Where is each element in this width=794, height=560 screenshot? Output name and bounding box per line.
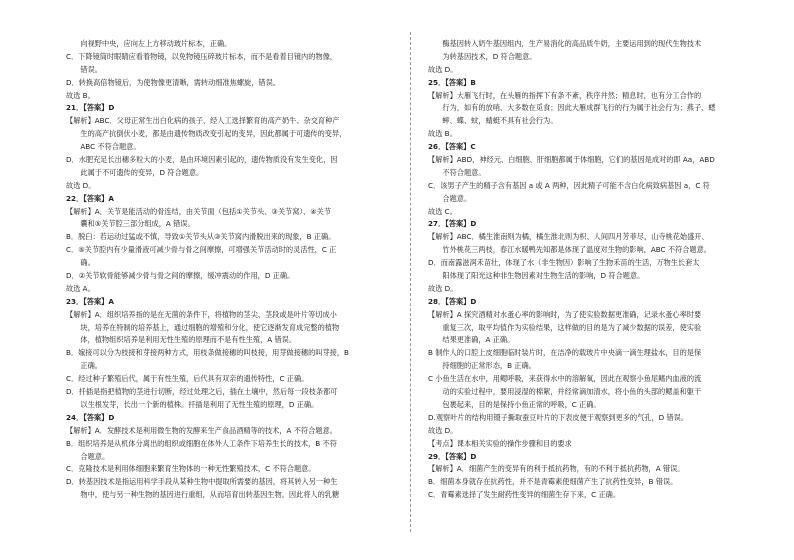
text-line: D.观察叶片的结构用镊子撕取蚕豆叶片的下表皮便于观察到更多的气孔，D 错误。 <box>428 412 689 422</box>
text-line: 23．【答案】A <box>66 296 114 306</box>
text-line: 22．【答案】A <box>66 193 114 203</box>
text-line: 向视野中央，应向左上方移动玻片标本，正确。 <box>66 39 232 48</box>
text-line: 24．【答案】D <box>66 412 115 422</box>
text-line: 此属于不可遗传的变异，D 符合题意。 <box>66 167 204 177</box>
text-line: 酶基因转入奶牛基因组内，生产易消化的高品质牛奶，主要运用到的现代生物技术 <box>428 39 702 48</box>
text-line: C 小鱼生活在水中，用鳃呼吸，来获得水中的溶解氧，因此在观察小鱼尾鳍内血液的流 <box>428 374 702 384</box>
column-divider <box>410 32 411 532</box>
text-line: 26．【答案】C <box>428 142 476 152</box>
right-column <box>428 38 746 502</box>
text-line: 28．【答案】D <box>428 296 477 306</box>
text-line: B．组织培养是从机体分离出的组织或细胞在体外人工条件下培养生长的技术，B 不符 <box>66 438 337 448</box>
text-line: 不符合题意。 <box>428 167 486 177</box>
text-line: 阳体现了阳光这种非生物因素对生物生活的影响，D 符合题意。 <box>428 271 645 281</box>
text-line: 21．【答案】D <box>66 103 115 113</box>
text-line: C．克隆技术是利用体细胞来繁育生物体的一种无性繁殖技术，C 不符合题意。 <box>66 464 316 474</box>
text-line: D．扦插是指把植物的茎进行切断，经过处理之后，插在土壤中，然后每一段枝条都可 <box>66 387 338 397</box>
text-line: B．嫁接可以分为枝接和芽接两种方式，用枝条做接穗的叫枝接，用芽做接穗的叫芽接，B <box>66 348 349 358</box>
text-line: 物中，使与另一种生物的基因进行重组，从而培育出转基因生物。因此将人的乳糖 <box>66 490 340 500</box>
text-line: 故选 C。 <box>428 206 457 216</box>
text-line: D．而南露滋润禾苗壮，体现了水（非生物因）影响了生物禾苗的生活，万物生长套太 <box>428 258 700 268</box>
text-line: 【解析】ABC．橘生淮南则为橘，橘生淮北则为枳、人间四月芳菲尽，山寺桃花始盛开、 <box>428 232 709 242</box>
text-line: 【考点】课本相关实验的操作步骤和目的要求 <box>428 438 572 448</box>
text-line: 囊和⑤关节腔三部分组成，A 错误。 <box>66 219 195 229</box>
text-line: 故选 B。 <box>66 90 95 100</box>
text-line: 重复三次，取平均值作为实验结果，这样做的目的是为了减少数据的误差，使实验 <box>428 322 702 332</box>
text-line: 【解析】A 探究酒精对水蚤心率的影响时，为了使实验数据更准确，记录水蚤心率时要 <box>428 309 702 319</box>
text-line: 故选 D。 <box>428 283 458 293</box>
text-line: C．下降镜筒时眼睛应看着物镜，以免物镜压碎玻片标本，而不是看着目镜内的物像， <box>66 51 337 61</box>
text-line: C．青霉素选择了发生耐药性变异的细菌生存下来，C 正确。 <box>428 490 621 500</box>
text-line: 【解析】大雁飞行时，在头雁的指挥下有条不紊，秩序井然；精息时，也有分工合作的 <box>428 90 702 100</box>
text-line: D．②关节软骨能够减少骨与骨之间的摩擦，缓冲震动的作用，D 正确。 <box>66 271 295 281</box>
text-line: 错误。 <box>66 64 102 74</box>
text-line: 25．【答案】B <box>428 77 476 87</box>
text-line: 包裹起来，目的是保持小鱼正常的呼吸，C 正确。 <box>428 399 601 409</box>
text-line: 竹外桃花三两枝，春江水暖鸭先知都是体现了温度对生物的影响，ABC 不符合题意。 <box>428 245 711 255</box>
text-line: 动的实验过程中，要用浸湿的棉絮，并经常滴加清水，将小鱼的头部的鳃盖和躯干 <box>428 387 702 397</box>
text-line: 故选 B。 <box>428 129 457 139</box>
text-line: 【解析】A．发酵技术是利用微生物的发酵来生产食品酒精等的技术，A 不符合题意。 <box>66 425 337 435</box>
text-line: 【解析】ABC．父母正常生出白化病的孩子、经人工选择繁育的高产奶牛、杂交育种产 <box>66 116 340 126</box>
text-line: 蟀、蝶、蚊，蜻蜓不具有社会行为。 <box>428 116 558 126</box>
text-line: 行为，如有的放哨、大多数在觅食；因此大雁成群飞行的行为属于社会行为；燕子、蟋 <box>428 103 716 113</box>
text-line: 【解析】A．关节是能活动的骨连结，由关节面（包括①关节头、③关节窝）、④关节 <box>66 206 332 216</box>
text-line: 确。 <box>66 258 95 268</box>
text-line: 故选 A。 <box>66 283 95 293</box>
text-line: 以生根发芽，长出一个新的植株。扦插是利用了无性生殖的原理，D 正确。 <box>66 399 319 409</box>
text-line: C．经过种子繁殖后代，属于有性生殖，后代具有双亲的遗传特性，C 正确。 <box>66 374 309 384</box>
text-line: 持细胞的正常形态，B 正确。 <box>428 361 536 371</box>
text-line: 合题意。 <box>428 193 472 203</box>
text-line: 27．【答案】D <box>428 219 477 229</box>
text-line: 【解析】A．组织培养指的是在无菌的条件下，将植物的茎尖、茎段或是叶片等切成小 <box>66 309 337 319</box>
text-line: 故选 D。 <box>428 64 458 74</box>
text-line: 为转基因技术，D 符合题意。 <box>428 51 537 61</box>
text-line: B．细菌本身就存在抗药性，并不是青霉素使细菌产生了抗药性变异，B 错误。 <box>428 477 678 487</box>
text-line: B 制作人的口腔上皮细胞临时装片时，在洁净的载玻片中央滴一滴生理盐水，目的是保 <box>428 348 702 358</box>
text-line: D．转换高倍物镜后，为使物像更清晰，需转动细准焦螺旋，错误。 <box>66 77 280 87</box>
text-line: C．⑤关节腔内有少量滑液可减少骨与骨之间摩擦，可增强关节活动时的灵活性，C 正 <box>66 245 337 255</box>
left-column <box>66 38 384 502</box>
text-line: ABC 不符合题意。 <box>66 142 141 152</box>
text-line: D．转基因技术是指运用科学手段从某种生物中提取所需要的基因，将其转入另一种生 <box>66 477 338 487</box>
text-line: 生的高产抗倒伏小麦，都是由遗传物质改变引起的变异，因此都属于可遗传的变异， <box>66 129 347 139</box>
text-line: B．脱臼：若运动过猛或不慎，导致①关节头从③关节窝内滑脱出来的现象，B 正确。 <box>66 232 336 242</box>
text-line: 故选 D。 <box>428 425 458 435</box>
text-line: 29．【答案】D <box>428 451 477 461</box>
text-line: 合题意。 <box>66 451 110 461</box>
text-line: 正确。 <box>66 361 102 371</box>
text-line: 故选 D。 <box>66 180 96 190</box>
text-line: 【解析】ABD，神经元、白细胞、肝细胞都属于体细胞，它们的基因是成对的即 Aa，ABD <box>428 155 715 165</box>
text-line: 结果更准确，A 正确。 <box>428 335 515 345</box>
text-line: 体，植物组织培养是利用无性生殖的原理而不是有性生殖，A 错误。 <box>66 335 297 345</box>
text-line: C．该男子产生的精子含有基因 a 或 A 两种，因此精子可能不含白化病致病基因 a，C 符 <box>428 180 710 190</box>
text-line: 【解析】A．细菌产生的变异有的利于抵抗药物，有的不利于抵抗药物，A 错误。 <box>428 464 685 474</box>
text-line: D．水肥充足长出穗多粒大的小麦，是由环境因素引起的，遗传物质没有发生变化，因 <box>66 155 338 165</box>
text-line: 块，培养在特制的培养基上，通过细胞的增殖和分化，使它逐渐发育成完整的植物 <box>66 322 340 332</box>
